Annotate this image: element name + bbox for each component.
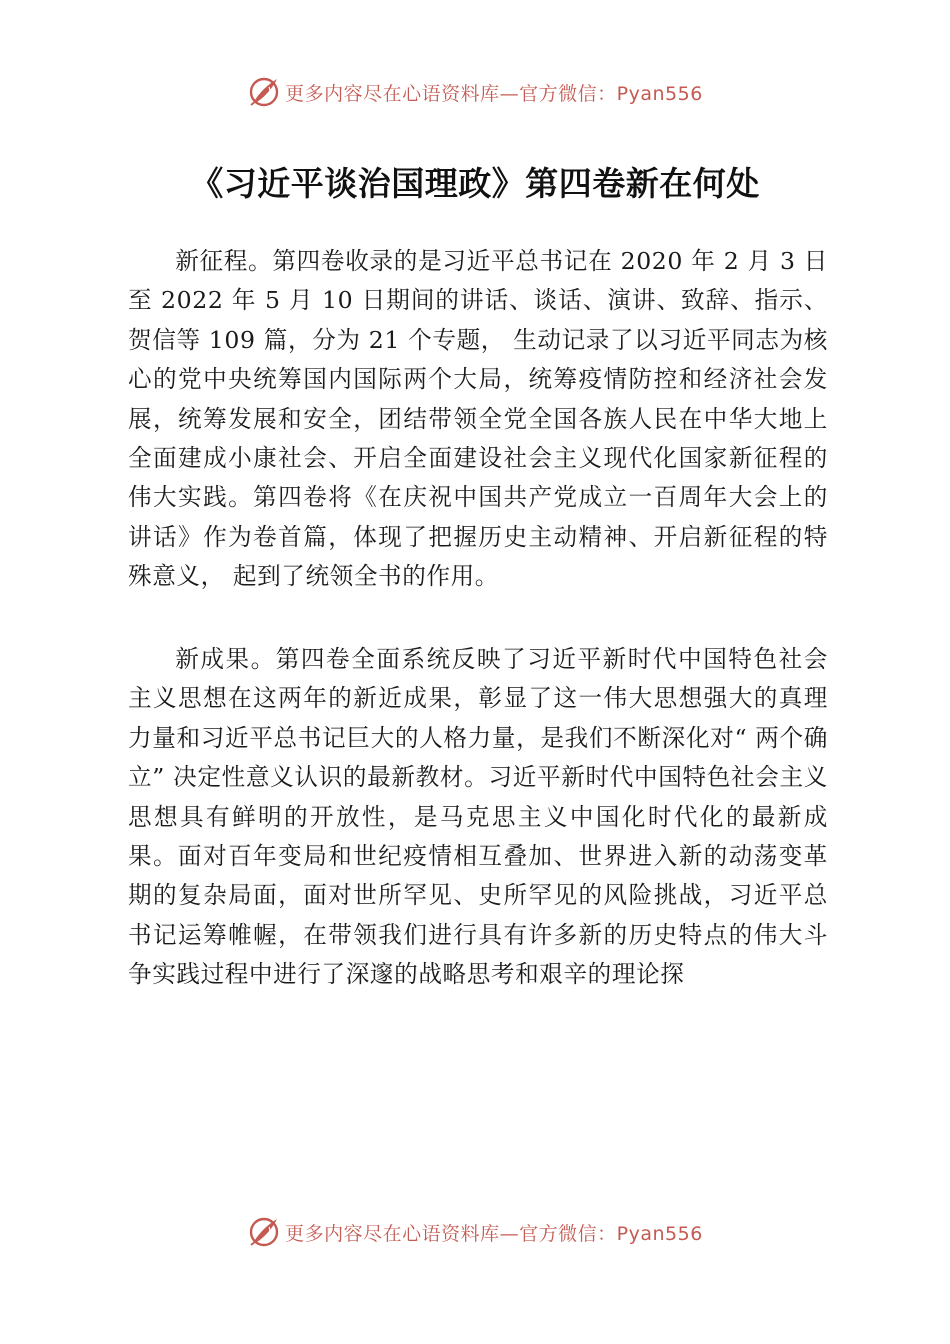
feather-pen-logo-icon [247, 75, 281, 109]
document-title: 《习近平谈治国理政》第四卷新在何处 [190, 164, 760, 203]
paragraph-new-journey: 新征程。第四卷收录的是习近平总书记在 2020 年 2 月 3 日至 2022 年 5 月 10 日期间的讲话、谈话、演讲、致辞、指示、贺信等 109 篇，分为 21 个专题， 生动记录了以习近平同志为核心的党中央统筹国内国际两个大局，统筹疫情防控和经济社会发展，统筹发展和安全，团结带领全党全国各族人民在中华大地上全面建成小康社会、开启全面建设社会主义现代化国家新征程的伟大实践。第四卷将《在庆祝中国共产党成立一百周年大会上的讲话》作为卷首篇，体现了把握历史主动精神、开启新征程的特殊意义， 起到了统领全书的作用。 [128, 247, 828, 591]
feather-pen-logo-icon [247, 1215, 281, 1249]
watermark-label: 更多内容尽在心语资料库—官方微信： [285, 82, 617, 105]
watermark-label: 更多内容尽在心语资料库—官方微信： [285, 1222, 617, 1245]
watermark-text [285, 79, 703, 106]
footer-watermark [0, 1212, 950, 1252]
watermark-wechat-id: Pyan556 [616, 1222, 703, 1245]
watermark-text [285, 1219, 703, 1246]
paragraph-new-achievements: 新成果。第四卷全面系统反映了习近平新时代中国特色社会主义思想在这两年的新近成果，彰显了这一伟大思想强大的真理力量和习近平总书记巨大的人格力量，是我们不断深化对“ 两个确立” 决定性意义认识的最新教材。习近平新时代中国特色社会主义思想具有鲜明的开放性，是马克思主义中国化时代化的最新成果。面对百年变局和世纪疫情相互叠加、世界进入新的动荡变革期的复杂局面，面对世所罕见、史所罕见的风险挑战，习近平总书记运筹帷幄，在带领我们进行具有许多新的历史特点的伟大斗争实践过程中进行了深邃的战略思考和艰辛的理论探 [128, 645, 828, 989]
watermark-wechat-id: Pyan556 [616, 82, 703, 105]
header-watermark [0, 72, 950, 112]
